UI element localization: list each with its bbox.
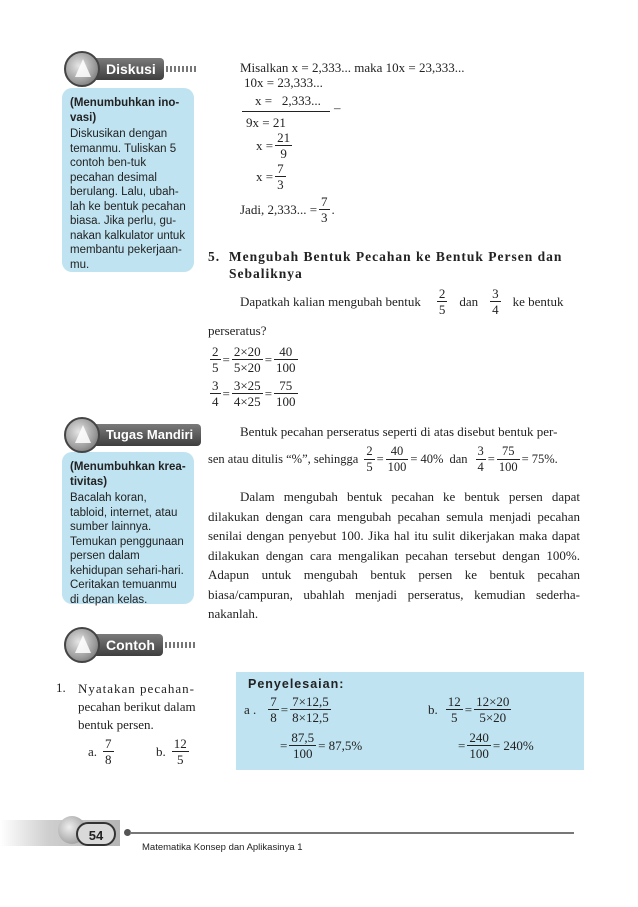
top-math-line1: 10x = 23,333...: [244, 75, 323, 90]
diskusi-badge-label: Diskusi: [90, 58, 164, 80]
top-math-line3: 9x = 21: [246, 115, 286, 130]
tugas-badge-label: Tugas Mandiri: [90, 424, 201, 446]
sol-b-frac-right: $\frac{12\times 20}{5\times 20}$: [476, 694, 510, 725]
footer-divider: [130, 832, 574, 834]
equals-sign: =: [222, 351, 230, 367]
jadi-label: Jadi, 2,333... =: [240, 201, 318, 217]
top-math-jadi: [240, 194, 335, 225]
equals-sign: =: [264, 385, 273, 401]
badge-dots-decoration: [165, 642, 197, 648]
solution-a-line1: [244, 694, 333, 725]
solution-b-result: = 240%: [492, 737, 534, 753]
x-equals-label: x =: [256, 168, 274, 184]
fraction-21-9: $\frac{21}{9}$: [277, 130, 291, 161]
section5-heading-line1: 5. Mengubah Bentuk Pecahan ke Bentuk Persen dan: [208, 249, 563, 264]
solution-b-line1: [428, 694, 513, 725]
section5-heading: [208, 248, 618, 282]
example-text-line1: Nyatakan pecahan-: [78, 681, 195, 696]
pe2-frac-b: $\frac{75}{100}$: [498, 444, 518, 474]
equation-2-5: [208, 344, 300, 375]
tugas-mandiri-badge: [64, 424, 201, 446]
section5-question: [240, 286, 620, 317]
pe1-result: = 40%: [410, 452, 444, 466]
diskusi-subtitle: (Menumbuhkan ino-vasi): [70, 97, 180, 124]
equals-sign: =: [487, 452, 495, 466]
solution-a-label: a .: [244, 701, 257, 717]
solution-title: Penyelesaian:: [248, 677, 345, 691]
sol-a-frac-87-5: $\frac{87,5}{100}$: [291, 730, 315, 761]
example-b-label: b.: [156, 743, 166, 759]
tugas-box: [62, 452, 194, 604]
equals-sign: =: [280, 737, 288, 753]
eq1-frac-b: $\frac{2\times 20}{5\times 20}$: [233, 344, 261, 375]
top-math-minus: –: [334, 100, 341, 115]
contoh-badge-label: Contoh: [90, 634, 163, 656]
pe2-result: = 75%.: [521, 452, 558, 466]
example-frac-7-8: $\frac{7}{8}$: [105, 736, 112, 767]
x-equals-label: x =: [256, 137, 274, 153]
fraction-2-5: $\frac{2}{5}$: [438, 286, 446, 317]
example-text-line2: pecahan berikut dalam: [78, 699, 196, 714]
eq2-frac-b: $\frac{3\times 25}{4\times 25}$: [233, 378, 261, 409]
top-math-intro: Misalkan x = 2,333... maka 10x = 23,333...: [240, 60, 465, 75]
sol-b-frac-240: $\frac{240}{100}$: [469, 730, 489, 761]
equals-sign: =: [264, 351, 273, 367]
equals-sign: =: [280, 701, 289, 717]
example-frac-12-5: $\frac{12}{5}$: [173, 736, 187, 767]
top-math-x2: [256, 161, 288, 192]
solution-b-line2: [458, 730, 534, 761]
example-a: [88, 736, 116, 767]
example-text-line3: bentuk persen.: [78, 717, 154, 732]
question-dan: dan: [459, 293, 479, 309]
persen-line2: [208, 444, 558, 475]
pe2-frac-a: $\frac{3}{4}$: [477, 444, 484, 474]
equals-sign: =: [376, 452, 384, 466]
diskusi-badge: [64, 58, 198, 80]
sol-b-frac-left: $\frac{12}{5}$: [447, 694, 461, 725]
example-a-label: a.: [88, 743, 98, 759]
fraction-3-4: $\frac{3}{4}$: [492, 286, 499, 317]
contoh-badge: [64, 634, 197, 656]
diskusi-emblem-icon: [64, 51, 100, 87]
persen-line2-text: sen atau ditulis “%”, sehingga: [208, 452, 359, 466]
tugas-emblem-icon: [64, 417, 100, 453]
page-number: 54: [76, 822, 116, 846]
example-b: [156, 736, 191, 767]
eq2-frac-c: $\frac{75}{100}$: [276, 378, 296, 409]
persen-line1: Bentuk pecahan perseratus seperti di atas disebut bentuk per-: [240, 424, 558, 439]
equals-sign: =: [222, 385, 230, 401]
tugas-text: Bacalah koran, tabloid, internet, atau sumber lainnya. Temukan penggunaan persen dalam kehidupan sehari-hari. Ceritakan temuanmu di depan kelas.: [70, 492, 184, 606]
eq1-frac-a: $\frac{2}{5}$: [212, 344, 219, 375]
sol-a-frac-left: $\frac{7}{8}$: [270, 694, 277, 725]
top-math-x1: [256, 130, 294, 161]
sol-a-frac-right: $\frac{7\times 12,5}{8\times 12,5}$: [292, 694, 329, 725]
solution-b-label: b.: [428, 701, 438, 717]
jadi-dot: .: [331, 201, 335, 217]
pe1-frac-a: $\frac{2}{5}$: [366, 444, 373, 474]
pe1-frac-b: $\frac{40}{100}$: [387, 444, 407, 474]
question-text-c: perseratus?: [208, 323, 267, 338]
diskusi-text: Diskusikan dengan temanmu. Tuliskan 5 contoh ben-tuk pecahan desimal berulang. Lalu, ubah-lah ke bentuk pecahan biasa. Jika perlu, gu-nakan kalkulator untuk membantu pekerjaan-mu.: [70, 128, 186, 271]
tugas-subtitle: (Menumbuhkan krea-tivitas): [70, 461, 186, 488]
top-math-line2: x = 2,333...: [255, 93, 321, 108]
example-number: 1.: [56, 680, 66, 695]
fraction-7-3-result: $\frac{7}{3}$: [321, 194, 328, 225]
persen-dan: dan: [449, 452, 468, 466]
equals-sign: =: [464, 701, 473, 717]
question-text-b: ke bentuk: [512, 293, 564, 309]
eq1-frac-c: $\frac{40}{100}$: [276, 344, 296, 375]
top-math-subtract-line: [242, 111, 330, 112]
equals-sign: =: [458, 737, 466, 753]
fraction-7-3: $\frac{7}{3}$: [277, 161, 284, 192]
book-title: Matematika Konsep dan Aplikasinya 1: [142, 842, 303, 853]
solution-box: [236, 672, 584, 770]
question-text-a: Dapatkah kalian mengubah bentuk: [240, 293, 421, 309]
equation-3-4: [208, 378, 300, 409]
eq2-frac-a: $\frac{3}{4}$: [212, 378, 219, 409]
solution-a-line2: [280, 730, 362, 761]
badge-dots-decoration: [166, 66, 198, 72]
example-text: [78, 680, 196, 734]
contoh-emblem-icon: [64, 627, 100, 663]
diskusi-box: [62, 88, 194, 272]
paragraph-persen: Dalam mengubah bentuk pecahan ke bentuk persen dapat dilakukan dengan cara mengubah pecahan semula menjadi pecahan senilai dengan penyebut 100. Jika hal itu sulit dikerjakan maka dapat dilakukan dengan cara mengalikan pecahan tersebut dengan 100%. Adapun untuk mengubah bentuk persen ke bentuk pecahan biasa/campuran, ubahlah menjadi perseratus, kemudian sederha-nakanlah.: [208, 489, 580, 621]
section5-heading-line2: Sebaliknya: [229, 266, 303, 281]
solution-a-result: = 87,5%: [318, 737, 363, 753]
